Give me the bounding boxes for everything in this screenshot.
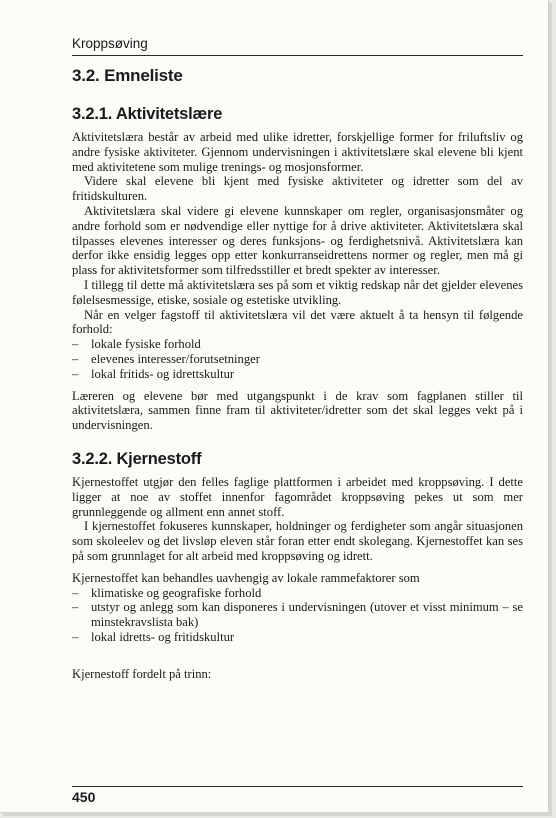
paragraph: Aktivitetslæra skal videre gi elevene kunnskaper om regler, organisasjonsmåter og andre forhold som er nødvendige eller nyttige for å drive aktiviteter. Aktivitetslæra skal tilpasses elevenes interesser og deres funksjons- og ferdighetsnivå. Aktivitetslæra kan derfor ikke ensidig legges opp etter konkurranseidrettens normer og regler, men må gi plass for aktivitetsformer som tilfredsstiller et bredt spekter av interesser. — [72, 203, 523, 278]
paragraph: Kjernestoffet kan behandles uavhengig av lokale rammefaktorer som — [72, 570, 420, 585]
running-head: Kroppsøving — [72, 36, 148, 51]
list-item: – utstyr og anlegg som kan disponeres i undervisningen (utover et visst minimum – se minstekravslista bak) — [72, 600, 523, 630]
list-item: – klimatiske og geografiske forhold — [72, 586, 523, 601]
subsection-heading-kjernestoff: 3.2.2. Kjernestoff — [72, 449, 202, 468]
list-item: – lokale fysiske forhold — [72, 337, 523, 352]
paragraph: I kjernestoffet fokuseres kunnskaper, holdninger og ferdigheter som angår situasjonen som skoleelev og det livsløp eleven står foran etter endt skolegang. Kjernestoffet kan ses på som grunnlaget for alt arbeid med kroppsøving og idrett. — [72, 519, 523, 563]
paragraph: Aktivitetslæra består av arbeid med ulike idretter, forskjellige former for friluftsliv og andre fysiske aktiviteter. Gjennom undervisningen i aktivitetslære skal elevene bli kjent med aktivitetene som mulige trenings- og mosjonsformer. — [72, 130, 523, 174]
paragraph: Kjernestoff fordelt på trinn: — [72, 666, 212, 681]
section-heading: 3.2. Emneliste — [72, 66, 183, 85]
subsection-heading-aktivitetslaere: 3.2.1. Aktivitetslære — [72, 105, 223, 123]
paragraph: I tillegg til dette må aktivitetslæra ses på som et viktig redskap når det gjelder elevenes følelsesmessige, etiske, sosiale og estetiske utvikling. — [72, 277, 523, 307]
paragraph: Når en velger fagstoff til aktivitetslæra vil det være aktuelt å ta hensyn til følgende forhold: — [72, 307, 523, 337]
factor-list — [72, 337, 523, 381]
paragraph: Læreren og elevene bør med utgangspunkt i de krav som fagplanen stiller til aktivitetslæra, sammen finne fram til aktiviteter/idretter som det skal legges vekt på i undervisningen. — [72, 388, 523, 433]
list-item: – lokal idretts- og fritidskultur — [72, 630, 523, 645]
paragraph: Kjernestoffet utgjør den felles faglige plattformen i arbeidet med kroppsøving. I dette ligger at noe av stoffet innenfor fagområdet kroppsøving pekes ut som mer grunnleggende og allment enn annet stoff. — [72, 474, 523, 519]
page-number: 450 — [72, 789, 96, 805]
footer-rule — [72, 786, 523, 787]
page-body — [72, 66, 523, 682]
header-rule — [72, 55, 523, 56]
framework-factor-list — [72, 586, 523, 645]
list-item: – lokal fritids- og idrettskultur — [72, 367, 523, 382]
list-item: – elevenes interesser/forutsetninger — [72, 352, 523, 367]
paragraph: Videre skal elevene bli kjent med fysiske aktiviteter og idretter som del av fritidskulturen. — [72, 174, 523, 204]
